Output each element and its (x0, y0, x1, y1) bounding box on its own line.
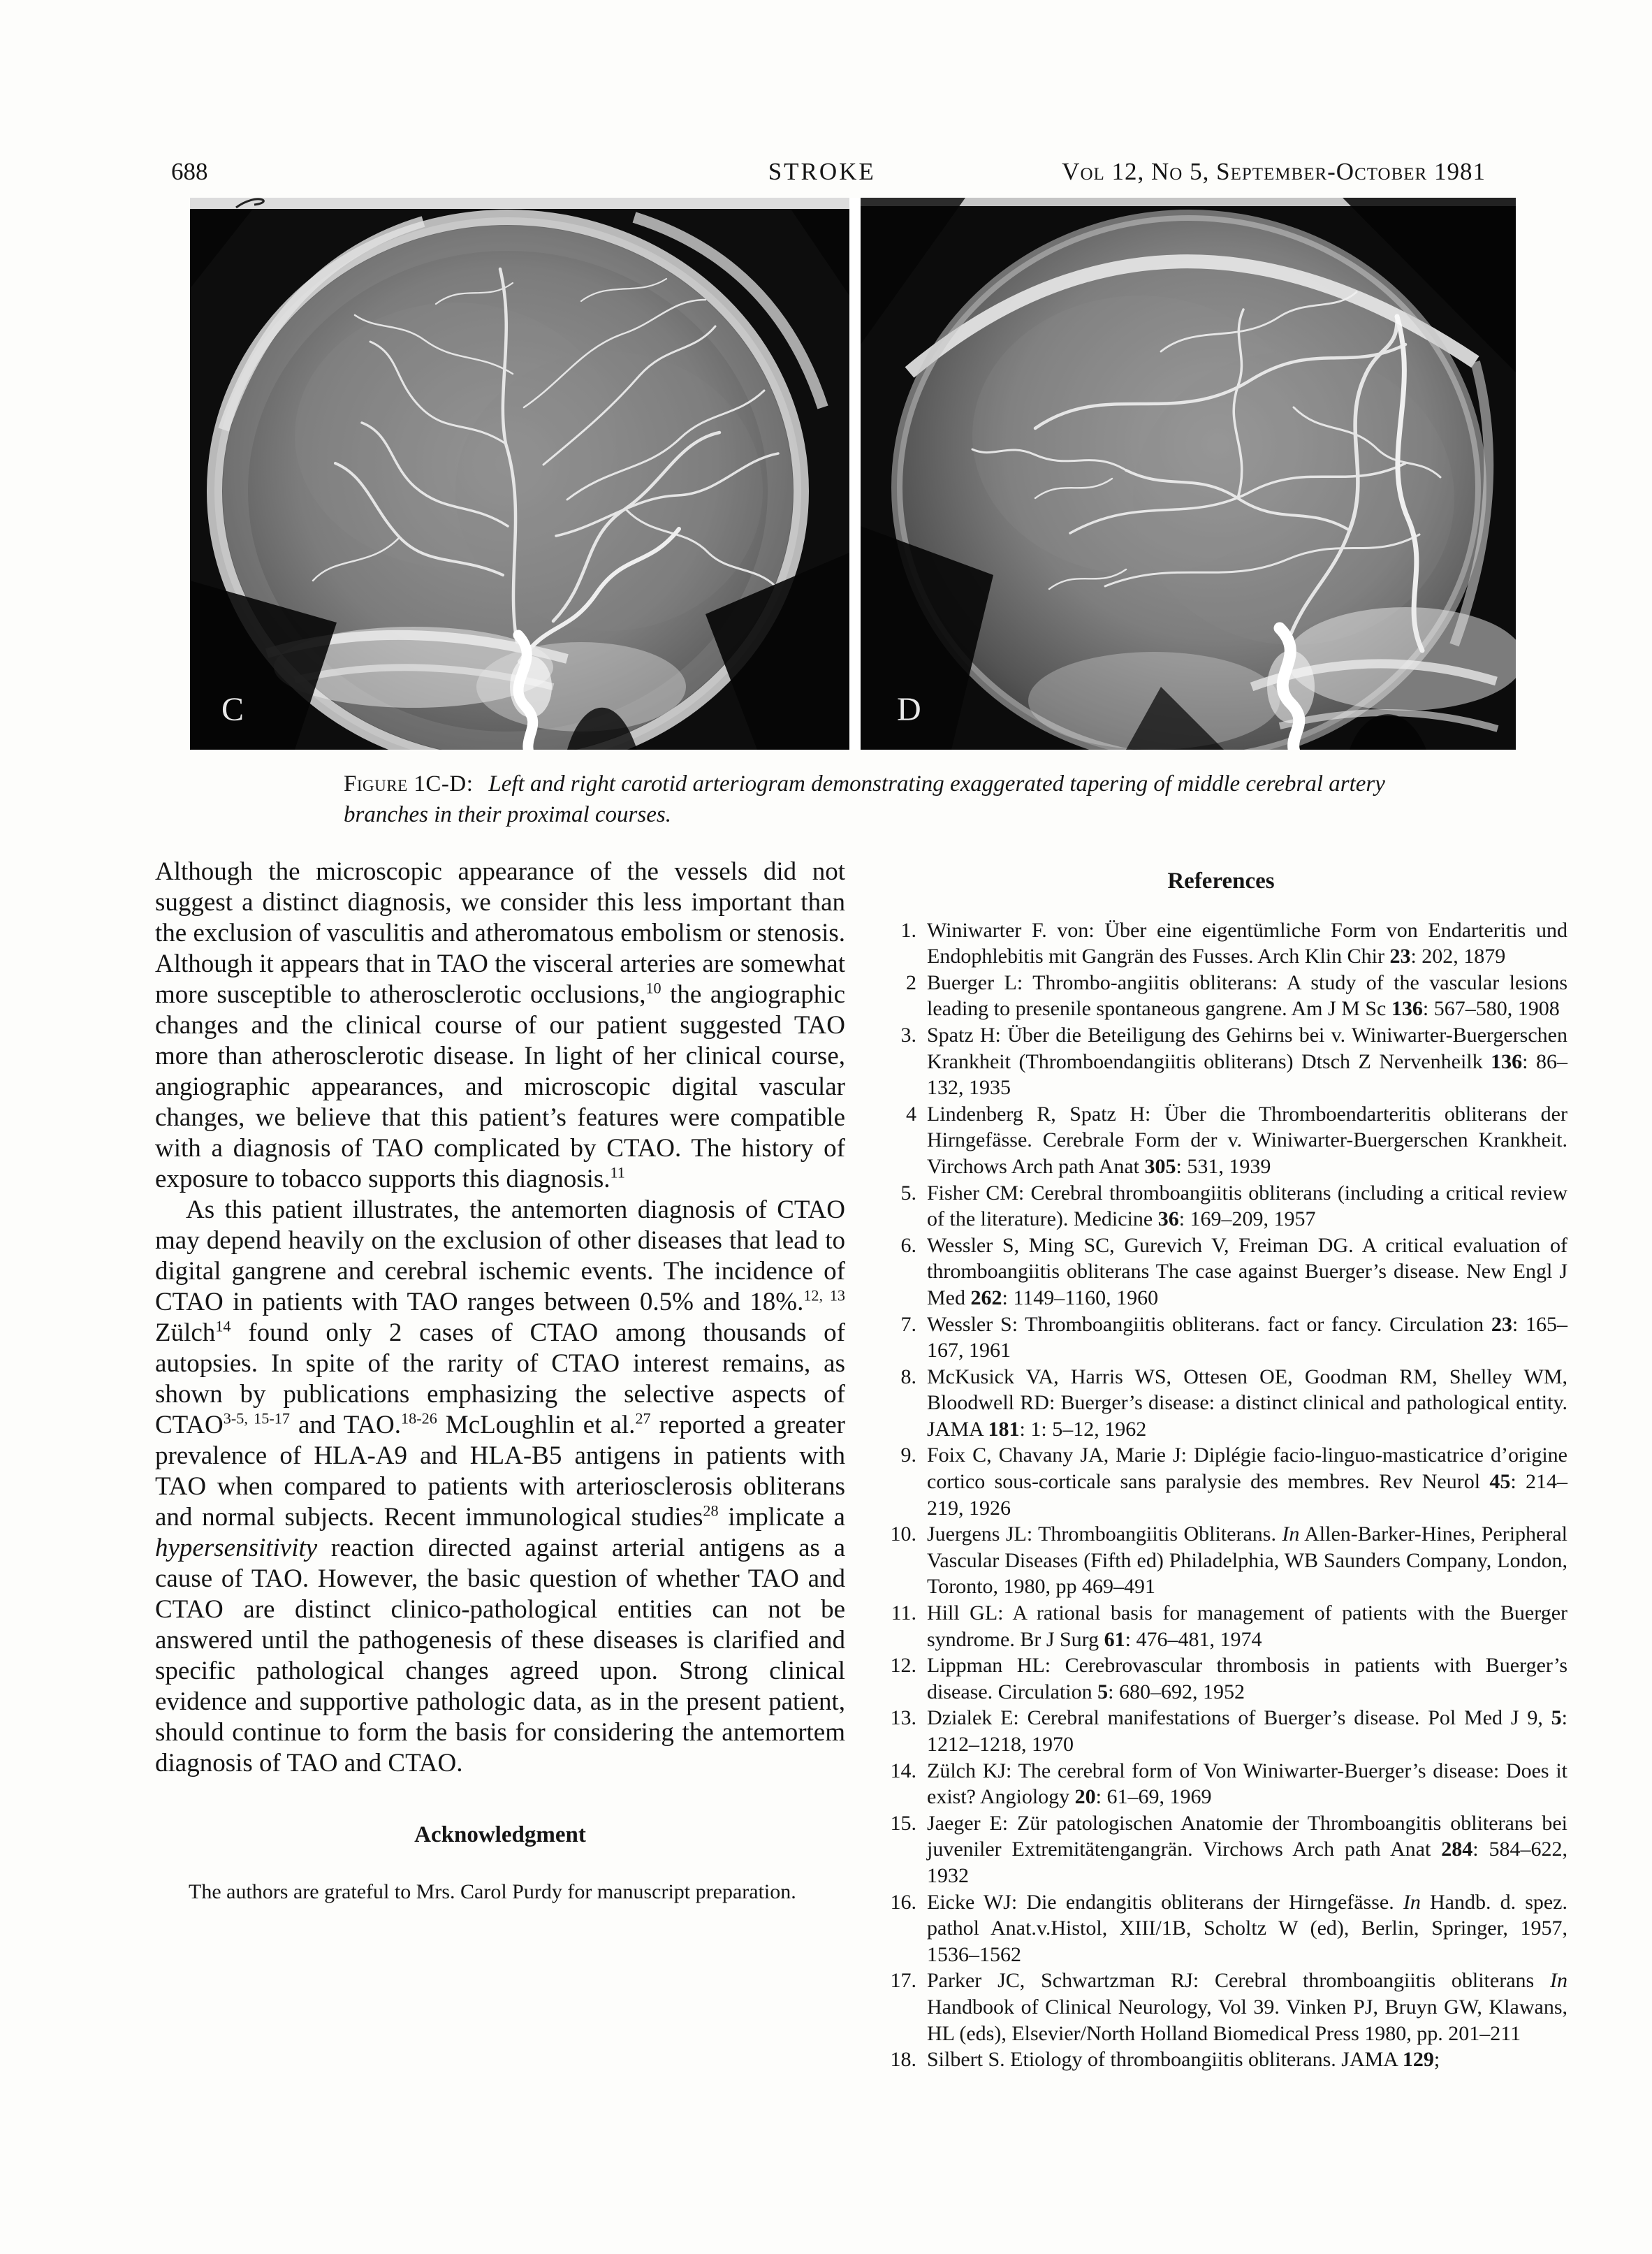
reference-item (875, 2046, 1567, 2073)
text-segment: Zülch (155, 1318, 216, 1347)
reference-number: 14. (890, 1759, 916, 1782)
text-segment: : 531, 1939 (1176, 1154, 1271, 1178)
text-segment: found only 2 cases of CTAO among thousands of autopsies. In spite of the rarity of CTAO interest remains, as shown by publications emphasizing the selective aspects of CTAO (155, 1318, 845, 1439)
reference-text (927, 1022, 1567, 1101)
journal-title: STROKE (768, 158, 876, 185)
text-segment: 136 (1391, 997, 1423, 1021)
reference-list (875, 917, 1567, 2073)
text-segment: 45 (1489, 1470, 1511, 1494)
reference-text (927, 1705, 1567, 1757)
text-segment: Winiwarter F. von: Über eine eigentümliche Form von Endarteritis und Endophlebitis mit Gangrän des Fusses. Arch Klin Chir (927, 918, 1567, 968)
reference-item (875, 1600, 1567, 1652)
text-segment: : 1212–1218, 1970 (927, 1706, 1567, 1756)
reference-item (875, 1652, 1567, 1705)
reference-number: 16. (890, 1890, 916, 1914)
right-column (875, 868, 1567, 2073)
text-segment: Lindenberg R, Spatz H: Über die Thromboendarteritis obliterans der Hirngefässe. Cerebrale Form der v. Winiwarter-Buergerschen Krankheit. Virchows Arch path Anat (927, 1102, 1567, 1178)
text-segment: In (1282, 1522, 1300, 1546)
arteriogram-panel-c-image (190, 198, 849, 750)
superscript-ref: 12, 13 (803, 1286, 846, 1304)
text-segment: Jaeger E: Zür patologischen Anatomie der Thromboangitis obliterans bei juveniler Extremitätengangrän. Virchows Arch path Anat (927, 1811, 1567, 1861)
text-segment: Foix C, Chavany JA, Marie J: Diplégie facio-linguo-masticatrice d’origine cortico sous-corticale sans paralysie des membres. Rev Neurol (927, 1444, 1567, 1494)
reference-text (927, 1600, 1567, 1652)
text-segment: 305 (1144, 1154, 1176, 1178)
text-segment: : 680–692, 1952 (1108, 1680, 1245, 1703)
reference-item (875, 1442, 1567, 1521)
text-segment: : 169–209, 1957 (1178, 1207, 1316, 1231)
reference-item (875, 1233, 1567, 1311)
reference-number: 12. (890, 1654, 916, 1678)
text-segment: Spatz H: Über die Beteiligung des Gehirns bei v. Winiwarter-Buergerschen Krankheit (Thromboendangiitis obliterans) Dtsch Z Nervenheilk (927, 1023, 1567, 1073)
reference-text (927, 1889, 1567, 1968)
reference-text (927, 1652, 1567, 1705)
reference-number: 13. (890, 1706, 916, 1730)
text-segment: : 86–132, 1935 (927, 1049, 1567, 1100)
text-segment: : 214–219, 1926 (927, 1470, 1567, 1520)
reference-item (875, 1968, 1567, 2046)
reference-item (875, 1180, 1567, 1233)
reference-item (875, 1311, 1567, 1364)
reference-number: 18. (890, 2048, 916, 2072)
text-segment: : 476–481, 1974 (1125, 1627, 1262, 1651)
reference-item (875, 1889, 1567, 1968)
text-segment: : 61–69, 1969 (1095, 1785, 1212, 1809)
text-segment: 5 (1097, 1680, 1109, 1703)
reference-item (875, 970, 1567, 1022)
reference-text (927, 1233, 1567, 1311)
discussion-paragraphs (155, 857, 845, 1779)
text-segment: hypersensitivity (155, 1534, 318, 1562)
text-segment: the angiographic changes and the clinical course of our patient suggested TAO more than atherosclerotic disease. In light of her clinical course, angiographic appearances, and microscopic digital vascular changes, we believe that this patient’s features were compatible with a diagnosis of TAO complicated by CTAO. The history of exposure to tobacco supports this diagnosis. (155, 980, 845, 1193)
panel-d-label: D (897, 691, 921, 728)
text-segment: Parker JC, Schwartzman RJ: Cerebral thromboangiitis obliterans (927, 1969, 1550, 1993)
text-segment: Buerger L: Thrombo-angiitis obliterans: A study of the vascular lesions leading to presenile spontaneous gangrene. Am J M Sc (927, 970, 1567, 1021)
body-paragraph (155, 1195, 845, 1779)
text-segment: 181 (988, 1417, 1020, 1441)
page-header (171, 158, 1486, 186)
reference-item (875, 1101, 1567, 1180)
reference-text (927, 1311, 1567, 1364)
reference-item (875, 1758, 1567, 1810)
text-segment: 20 (1074, 1785, 1096, 1809)
text-segment: As this patient illustrates, the antemorten diagnosis of CTAO may depend heavily on the exclusion of other diseases that lead to digital gangrene and cerebral ischemic events. The incidence of CTAO in patients with TAO ranges between 0.5% and 18%. (155, 1195, 845, 1316)
superscript-ref: 10 (645, 979, 661, 997)
text-segment: 23 (1491, 1312, 1512, 1336)
text-segment: Dzialek E: Cerebral manifestations of Buerger’s disease. Pol Med J 9, (927, 1706, 1551, 1730)
text-segment: 5 (1551, 1706, 1562, 1730)
reference-item (875, 1364, 1567, 1443)
superscript-ref: 28 (703, 1502, 719, 1520)
acknowledgment-text: The authors are grateful to Mrs. Carol Purdy for manuscript preparation. (189, 1880, 796, 1903)
reference-text (927, 1968, 1567, 2046)
reference-item (875, 1022, 1567, 1101)
text-segment: 136 (1491, 1049, 1523, 1073)
figure-caption-text: Left and right carotid arteriogram demonstrating exaggerated tapering of middle cerebral artery branches in their proximal courses. (344, 771, 1385, 827)
reference-number: 2 (906, 970, 916, 994)
text-segment: Although the microscopic appearance of the vessels did not suggest a distinct diagnosis, we consider this less important than the exclusion of vasculitis and atheromatous embolism or stenosis. Although it appears that in TAO the visceral arteries are somewhat more susceptible to atherosclerotic occlusions, (155, 857, 845, 1009)
text-segment: Eicke WJ: Die endangitis obliterans der Hirngefässe. (927, 1890, 1403, 1914)
text-segment: McKusick VA, Harris WS, Ottesen OE, Goodman RM, Shelley WM, Bloodwell RD: Buerger’s disease: a distinct clinical and pathological entity. JAMA (927, 1365, 1567, 1441)
reference-text (927, 917, 1567, 970)
figure-caption-label: Figure 1C-D: (344, 771, 474, 797)
text-segment: Fisher CM: Cerebral thromboangiitis obliterans (including a critical review of the literature). Medicine (927, 1181, 1567, 1231)
superscript-ref: 18-26 (401, 1409, 437, 1427)
superscript-ref: 11 (610, 1163, 625, 1181)
superscript-ref: 3-5, 15-17 (223, 1409, 290, 1427)
arteriogram-panel-d-image (861, 198, 1516, 750)
left-column (155, 857, 845, 1905)
reference-text (927, 1101, 1567, 1180)
reference-number: 6. (900, 1233, 916, 1257)
text-segment: 36 (1157, 1207, 1179, 1231)
text-segment: : 165–167, 1961 (927, 1312, 1567, 1362)
text-segment: reaction directed against arterial antigens as a cause of TAO. However, the basic question of whether TAO and CTAO are distinct clinico-pathological entities can not be answered until the pathogenesis of these diseases is clarified and specific pathological changes agreed upon. Strong clinical evidence and supportive pathologic data, as in the present patient, should continue to form the basis for considering the antemortem diagnosis of TAO and CTAO. (155, 1534, 845, 1777)
issue-info: Vol 12, No 5, September-October 1981 (1062, 158, 1486, 185)
text-segment: Hill GL: A rational basis for management of patients with the Buerger syndrome. Br J Surg (927, 1601, 1567, 1651)
text-segment: 284 (1441, 1838, 1473, 1861)
reference-text (927, 1758, 1567, 1810)
reference-text (927, 1180, 1567, 1233)
text-segment: : 1: 5–12, 1962 (1019, 1417, 1147, 1441)
reference-item (875, 1521, 1567, 1600)
reference-number: 3. (900, 1023, 916, 1047)
figure-1cd (190, 198, 1516, 750)
text-segment: 129 (1402, 2048, 1434, 2072)
text-segment: and TAO. (289, 1411, 402, 1439)
text-segment: Zülch KJ: The cerebral form of Von Winiwarter-Buerger’s disease: Does it exist? Angiology (927, 1759, 1567, 1809)
superscript-ref: 14 (215, 1317, 231, 1335)
text-segment: Wessler S: Thromboangiitis obliterans. fact or fancy. Circulation (927, 1312, 1491, 1336)
text-segment: Lippman HL: Cerebrovascular thrombosis in patients with Buerger’s disease. Circulation (927, 1654, 1567, 1703)
text-segment: : 584–622, 1932 (927, 1838, 1567, 1887)
reference-text (927, 1442, 1567, 1521)
text-segment: : 202, 1879 (1410, 945, 1506, 968)
superscript-ref: 27 (635, 1409, 651, 1427)
reference-number: 15. (890, 1811, 916, 1835)
text-segment: Silbert S. Etiology of thromboangiitis obliterans. JAMA (927, 2048, 1403, 2072)
text-segment: Handb. d. spez. pathol Anat.v.Histol, XIII/1B, Scholtz W (ed), Berlin, Springer, 1957, 1536–1562 (927, 1890, 1567, 1966)
body-paragraph (155, 857, 845, 1195)
reference-text (927, 1810, 1567, 1889)
figure-caption (344, 769, 1467, 830)
reference-number: 1. (900, 918, 916, 942)
reference-number: 8. (900, 1365, 916, 1388)
reference-number: 11. (891, 1601, 916, 1625)
text-segment: McLoughlin et al. (437, 1411, 636, 1439)
reference-text (927, 1364, 1567, 1443)
text-segment: Allen-Barker-Hines, Peripheral Vascular Diseases (Fifth ed) Philadelphia, WB Saunders Company, London, Toronto, 1980, pp 469–491 (927, 1522, 1567, 1599)
reference-text (927, 1521, 1567, 1600)
reference-number: 17. (890, 1969, 916, 1993)
reference-number: 4 (906, 1102, 916, 1126)
reference-number: 9. (900, 1444, 916, 1467)
text-segment: Juergens JL: Thromboangiitis Obliterans. (927, 1522, 1282, 1546)
text-segment: Wessler S, Ming SC, Gurevich V, Freiman DG. A critical evaluation of thromboangiitis obliterans The case against Buerger’s disease. New Engl J Med (927, 1233, 1567, 1309)
text-segment: : 1149–1160, 1960 (1002, 1286, 1159, 1309)
reference-text (927, 970, 1567, 1022)
text-segment: In (1403, 1890, 1421, 1914)
text-segment: 23 (1389, 945, 1411, 968)
text-segment: In (1550, 1969, 1567, 1993)
reference-number: 7. (900, 1312, 916, 1336)
text-segment: implicate a (718, 1503, 845, 1532)
reference-item (875, 1705, 1567, 1757)
text-segment: reported a greater prevalence of HLA-A9 and HLA-B5 antigens in patients with TAO when compared to patients with arteriosclerosis obliterans and normal subjects. Recent immunological studies (155, 1411, 845, 1532)
references-heading: References (1167, 868, 1275, 894)
page-number: 688 (171, 158, 208, 185)
reference-number: 10. (890, 1522, 916, 1546)
reference-item (875, 917, 1567, 970)
reference-text (927, 2046, 1567, 2073)
acknowledgment-heading: Acknowledgment (414, 1822, 586, 1847)
panel-c-label: C (221, 691, 244, 728)
text-segment: 262 (970, 1286, 1002, 1309)
text-segment: : 567–580, 1908 (1422, 997, 1560, 1021)
text-segment: Handbook of Clinical Neurology, Vol 39. Vinken PJ, Bruyn GW, Klawans, HL (eds), Elsevier/North Holland Biomedical Press 1980, pp. 201–211 (927, 1995, 1567, 2045)
text-segment: 61 (1104, 1627, 1125, 1651)
reference-number: 5. (900, 1181, 916, 1205)
text-segment: ; (1433, 2048, 1440, 2072)
reference-item (875, 1810, 1567, 1889)
